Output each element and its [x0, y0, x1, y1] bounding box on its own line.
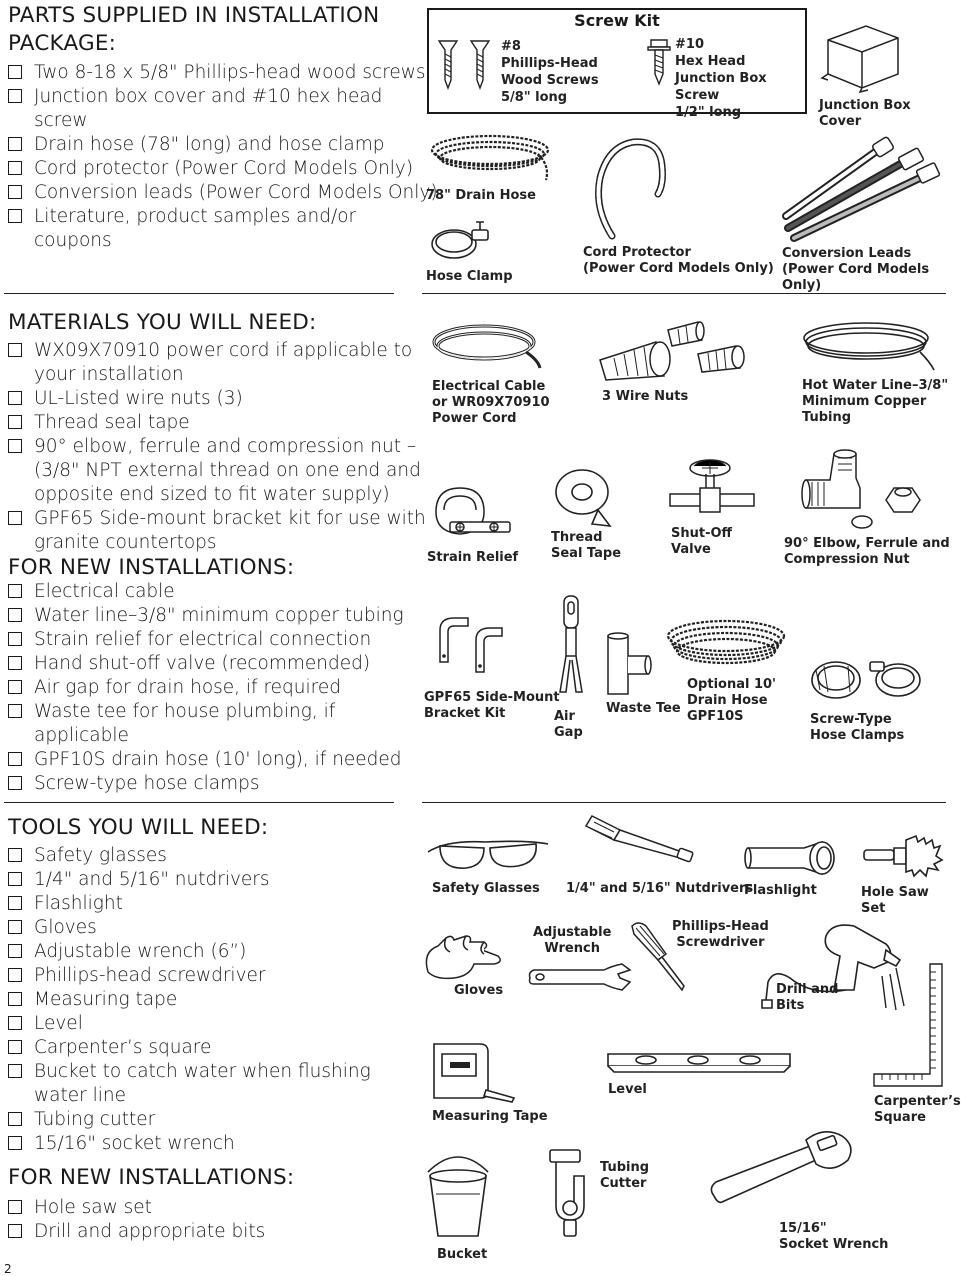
wood-screws-icon	[437, 38, 493, 90]
bracket-kit-caption: GPF65 Side-Mount Bracket Kit	[424, 690, 560, 721]
strain-relief-caption: Strain Relief	[427, 550, 519, 565]
measuring-tape-caption: Measuring Tape	[432, 1109, 548, 1124]
socket-wrench-caption: 15/16" Socket Wrench	[779, 1221, 889, 1252]
wire-nuts-icon	[598, 320, 750, 384]
list-item: Literature, product samples and/or	[8, 205, 438, 229]
list-item-continuation: coupons	[34, 230, 112, 251]
screw-kit-title: Screw Kit	[574, 11, 660, 30]
strain-relief-icon	[430, 482, 510, 544]
conversion-leads-icon	[782, 132, 942, 242]
list-item: Waste tee for house plumbing, if	[8, 700, 404, 724]
optional-drain-hose-icon	[664, 616, 792, 682]
list-item: Carpenter’s square	[8, 1036, 371, 1060]
list-item-continuation: screw	[34, 110, 88, 131]
carpenters-square-caption: Carpenter’s Square	[874, 1094, 961, 1125]
list-item-continuation: water line	[34, 1085, 126, 1106]
list-item: Phillips-head screwdriver	[8, 964, 371, 988]
checkbox[interactable]	[8, 992, 22, 1006]
gloves-icon	[420, 932, 510, 982]
list-item-continuation: (3/8" NPT external thread on one end and	[34, 460, 421, 481]
list-item: Thread seal tape	[8, 411, 426, 435]
list-item: Adjustable wrench (6”)	[8, 940, 371, 964]
checkbox[interactable]	[8, 608, 22, 622]
screw-type-hose-clamps-icon	[808, 656, 926, 706]
list-item: Drain hose (78" long) and hose clamp	[8, 133, 438, 157]
checkbox[interactable]	[8, 896, 22, 910]
air-gap-icon	[556, 594, 588, 700]
materials-heading: MATERIALS YOU WILL NEED:	[8, 310, 317, 335]
carpenters-square-icon	[872, 962, 944, 1088]
checkbox[interactable]	[8, 137, 22, 151]
wood-screws-label: #8 Phillips-Head Wood Screws 5/8" long	[501, 39, 599, 105]
checkbox[interactable]	[8, 848, 22, 862]
adjustable-wrench-caption: Adjustable Wrench	[533, 925, 612, 956]
checkbox[interactable]	[8, 65, 22, 79]
cord-protector-caption: Cord Protector (Power Cord Models Only)	[583, 245, 774, 276]
parts-heading-line1: PARTS SUPPLIED IN INSTALLATION	[8, 3, 380, 28]
list-item: 1/4" and 5/16" nutdrivers	[8, 868, 371, 892]
list-item: Safety glasses	[8, 844, 371, 868]
materials-list	[8, 339, 426, 555]
elbow-ferrule-caption: 90° Elbow, Ferrule and Compression Nut	[784, 536, 950, 567]
checkbox[interactable]	[8, 415, 22, 429]
checkbox[interactable]	[8, 632, 22, 646]
list-item-continuation: your installation	[34, 364, 184, 385]
hole-saw-caption: Hole Saw Set	[861, 885, 929, 916]
hose-clamp-icon	[428, 218, 492, 266]
list-item: Gloves	[8, 916, 371, 940]
section-divider	[422, 802, 946, 803]
list-item-continuation: applicable	[34, 725, 129, 746]
list-item: Flashlight	[8, 892, 371, 916]
tools-list	[8, 844, 371, 1156]
junction-box-cover-caption: Junction Box Cover	[819, 98, 911, 129]
list-item: Tubing cutter	[8, 1108, 371, 1132]
list-item: Electrical cable	[8, 580, 404, 604]
safety-glasses-icon	[426, 830, 550, 874]
checkbox[interactable]	[8, 391, 22, 405]
waste-tee-caption: Waste Tee	[606, 701, 681, 716]
checkbox[interactable]	[8, 209, 22, 223]
new-installations-list	[8, 580, 404, 796]
tubing-cutter-icon	[546, 1146, 600, 1238]
flashlight-icon	[744, 838, 850, 878]
list-item: Cord protector (Power Cord Models Only)	[8, 157, 438, 181]
flashlight-caption: Flashlight	[744, 883, 817, 898]
adjustable-wrench-icon	[526, 962, 632, 992]
list-item: Hole saw set	[8, 1196, 265, 1220]
checkbox[interactable]	[8, 704, 22, 718]
junction-box-cover-icon	[822, 18, 902, 92]
list-item: Level	[8, 1012, 371, 1036]
parts-list	[8, 61, 438, 253]
socket-wrench-icon	[706, 1130, 862, 1206]
list-item: Two 8-18 x 5/8" Phillips-head wood screws	[8, 61, 438, 85]
nutdrivers-caption: 1/4" and 5/16" Nutdrivers	[566, 881, 754, 896]
thread-seal-tape-caption: Thread Seal Tape	[551, 530, 622, 561]
list-item: Air gap for drain hose, if required	[8, 676, 404, 700]
drain-hose-caption: 78" Drain Hose	[426, 188, 536, 203]
electrical-cable-icon	[430, 320, 542, 370]
hex-screw-label: #10 Hex Head Junction Box Screw 1/2" long	[675, 37, 767, 120]
shutoff-valve-icon	[670, 454, 756, 520]
new-installations-heading-2: FOR NEW INSTALLATIONS:	[8, 1165, 295, 1190]
shutoff-valve-caption: Shut-Off Valve	[671, 526, 733, 557]
gloves-caption: Gloves	[454, 983, 504, 998]
list-item: Measuring tape	[8, 988, 371, 1012]
list-item: Water line–3/8" minimum copper tubing	[8, 604, 404, 628]
list-item: Hand shut-off valve (recommended)	[8, 652, 404, 676]
nutdrivers-icon	[584, 812, 696, 864]
copper-tubing-caption: Hot Water Line–3/8" Minimum Copper Tubing	[802, 378, 949, 425]
level-icon	[606, 1048, 792, 1076]
checkbox[interactable]	[8, 1112, 22, 1126]
tools-heading: TOOLS YOU WILL NEED:	[8, 815, 269, 840]
parts-heading-line2: PACKAGE:	[8, 31, 117, 56]
cord-protector-icon	[592, 136, 668, 242]
optional-drain-hose-caption: Optional 10' Drain Hose GPF10S	[687, 677, 777, 724]
list-item: Drill and appropriate bits	[8, 1220, 265, 1244]
hex-screw-icon	[647, 38, 671, 86]
list-item: Strain relief for electrical connection	[8, 628, 404, 652]
list-item: 90° elbow, ferrule and compression nut –	[8, 435, 426, 459]
checkbox[interactable]	[8, 89, 22, 103]
checkbox[interactable]	[8, 584, 22, 598]
parts-heading	[8, 2, 379, 58]
new-installations-list-2	[8, 1196, 265, 1244]
copper-tubing-icon	[800, 318, 936, 374]
conversion-leads-caption: Conversion Leads (Power Cord Models Only)	[782, 246, 930, 293]
checkbox[interactable]	[8, 1064, 22, 1078]
checkbox[interactable]	[8, 439, 22, 453]
checkbox[interactable]	[8, 185, 22, 199]
checkbox[interactable]	[8, 872, 22, 886]
hole-saw-icon	[862, 834, 946, 878]
list-item: Junction box cover and #10 hex head	[8, 85, 438, 109]
section-divider	[4, 293, 394, 294]
thread-seal-tape-icon	[552, 466, 614, 528]
checkbox[interactable]	[8, 944, 22, 958]
section-divider	[4, 802, 394, 803]
bracket-kit-icon	[436, 612, 508, 676]
checkbox[interactable]	[8, 343, 22, 357]
list-item: GPF10S drain hose (10' long), if needed	[8, 748, 404, 772]
level-caption: Level	[608, 1082, 647, 1097]
waste-tee-icon	[602, 632, 654, 698]
checkbox[interactable]	[8, 776, 22, 790]
checkbox[interactable]	[8, 752, 22, 766]
page-number: 2	[4, 1262, 12, 1276]
checkbox[interactable]	[8, 656, 22, 670]
list-item: Screw-type hose clamps	[8, 772, 404, 796]
bucket-caption: Bucket	[437, 1247, 488, 1262]
new-installations-heading: FOR NEW INSTALLATIONS:	[8, 555, 295, 580]
list-item-continuation: opposite end sized to fit water supply)	[34, 484, 390, 505]
checkbox[interactable]	[8, 1040, 22, 1054]
list-item: WX09X70910 power cord if applicable to	[8, 339, 426, 363]
checkbox[interactable]	[8, 1136, 22, 1150]
list-item: Conversion leads (Power Cord Models Only)	[8, 181, 438, 205]
drill-caption: Drill and Bits	[776, 982, 839, 1013]
tubing-cutter-caption: Tubing Cutter	[600, 1160, 650, 1191]
measuring-tape-icon	[428, 1036, 518, 1102]
electrical-cable-caption: Electrical Cable or WR09X70910 Power Cord	[432, 379, 550, 426]
phillips-screwdriver-icon	[628, 920, 690, 992]
drain-hose-icon	[428, 124, 558, 184]
hose-clamp-caption: Hose Clamp	[426, 269, 513, 284]
checkbox[interactable]	[8, 968, 22, 982]
screw-type-hose-clamps-caption: Screw-Type Hose Clamps	[810, 712, 905, 743]
checkbox[interactable]	[8, 161, 22, 175]
phillips-screwdriver-caption: Phillips-Head Screwdriver	[672, 919, 769, 950]
list-item: GPF65 Side-mount bracket kit for use with	[8, 507, 426, 531]
checkbox[interactable]	[8, 1224, 22, 1238]
air-gap-caption: Air Gap	[554, 709, 583, 740]
checkbox[interactable]	[8, 1200, 22, 1214]
checkbox[interactable]	[8, 1016, 22, 1030]
wire-nuts-caption: 3 Wire Nuts	[602, 389, 689, 404]
screw-kit-box	[427, 8, 807, 120]
list-item: UL-Listed wire nuts (3)	[8, 387, 426, 411]
checkbox[interactable]	[8, 920, 22, 934]
checkbox[interactable]	[8, 511, 22, 525]
list-item: 15/16" socket wrench	[8, 1132, 371, 1156]
elbow-ferrule-icon	[800, 448, 932, 532]
bucket-icon	[426, 1150, 490, 1242]
checkbox[interactable]	[8, 680, 22, 694]
list-item: Bucket to catch water when flushing	[8, 1060, 371, 1084]
safety-glasses-caption: Safety Glasses	[432, 881, 540, 896]
list-item-continuation: granite countertops	[34, 532, 217, 553]
